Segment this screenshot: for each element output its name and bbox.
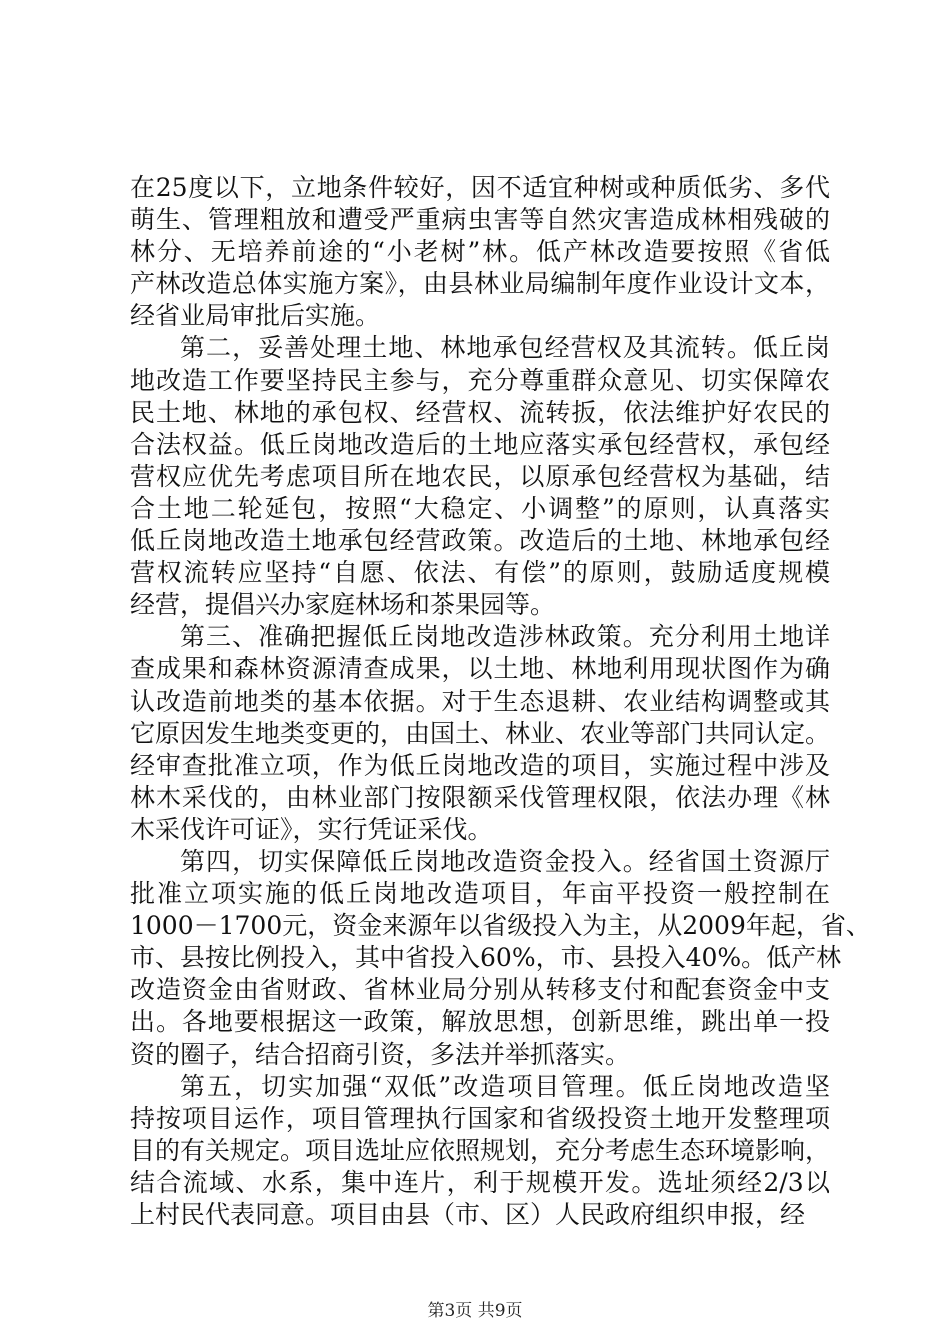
paragraph: [130, 172, 830, 332]
text-line: 批准立项实施的低丘岗地改造项目，年亩平投资一般控制在: [130, 879, 830, 909]
text-line: 市、县按比例投入，其中省投入60%，市、县投入40%。低产林: [130, 943, 842, 973]
text-line: 查成果和森林资源清查成果，以土地、林地利用现状图作为确: [130, 654, 830, 684]
text-line: 1000－1700元，资金来源年以省级投入为主，从2009年起，省、: [130, 911, 871, 941]
paragraph: [130, 1071, 830, 1231]
text-line: 经营，提倡兴办家庭林场和茶果园等。: [130, 590, 556, 620]
text-line: 改造资金由省财政、省林业局分别从转移支付和配套资金中支: [130, 975, 830, 1005]
text-line: 第五，切实加强“双低”改造项目管理。低丘岗地改造坚: [180, 1071, 830, 1101]
page-footer: 第3页 共9页: [427, 1301, 523, 1321]
text-line: 目的有关规定。项目选址应依照规划，充分考虑生态环境影响，: [130, 1135, 831, 1165]
text-line: 合法权益。低丘岗地改造后的土地应落实承包经营权，承包经: [130, 429, 830, 459]
document-body: [130, 172, 871, 1231]
text-line: 认改造前地类的基本依据。对于生态退耕、农业结构调整或其: [130, 686, 830, 716]
text-line: 林木采伐的，由林业部门按限额采伐管理权限，依法办理《林: [130, 782, 830, 812]
text-line: 经审查批准立项，作为低丘岗地改造的项目，实施过程中涉及: [130, 750, 830, 780]
text-line: 产林改造总体实施方案》，由县林业局编制年度作业设计文本，: [130, 269, 830, 299]
text-line: 第四，切实保障低丘岗地改造资金投入。经省国土资源厅: [180, 846, 830, 876]
text-line: 合土地二轮延包，按照“大稳定、小调整”的原则，认真落实: [130, 493, 830, 523]
paragraph: [130, 846, 871, 1071]
text-line: 上村民代表同意。项目由县（市、区）人民政府组织申报，经: [130, 1200, 806, 1229]
text-line: 木采伐许可证》，实行凭证采伐。: [130, 814, 493, 844]
text-line: 地改造工作要坚持民主参与，充分尊重群众意见、切实保障农: [130, 365, 830, 395]
text-line: 它原因发生地类变更的，由国土、林业、农业等部门共同认定。: [130, 718, 831, 748]
text-line: 萌生、管理粗放和遭受严重病虫害等自然灾害造成林相残破的: [130, 205, 830, 235]
text-line: 第二，妥善处理土地、林地承包经营权及其流转。低丘岗: [180, 333, 830, 363]
text-line: 结合流域、水系，集中连片，利于规模开发。选址须经2/3以: [130, 1167, 830, 1197]
text-line: 资的圈子，结合招商引资，多法并举抓落实。: [130, 1039, 631, 1069]
text-line: 低丘岗地改造土地承包经营政策。改造后的土地、林地承包经: [130, 526, 830, 556]
text-line: 持按项目运作，项目管理执行国家和省级投资土地开发整理项: [130, 1103, 830, 1133]
text-line: 出。各地要根据这一政策，解放思想，创新思维，跳出单一投: [130, 1007, 830, 1037]
text-line: 营权应优先考虑项目所在地农民，以原承包经营权为基础，结: [130, 461, 830, 491]
paragraph: [130, 332, 830, 621]
text-line: 在25度以下，立地条件较好，因不适宜种树或种质低劣、多代: [130, 173, 830, 202]
text-line: 林分、无培养前途的“小老树”林。低产林改造要按照《省低: [130, 237, 830, 267]
paragraph: [130, 621, 830, 846]
text-line: 经省业局审批后实施。: [130, 301, 381, 331]
text-line: 第三、准确把握低丘岗地改造涉林政策。充分利用土地详: [180, 622, 830, 652]
text-line: 营权流转应坚持“自愿、依法、有偿”的原则，鼓励适度规模: [130, 558, 830, 588]
text-line: 民土地、林地的承包权、经营权、流转扳，依法维护好农民的: [130, 397, 830, 427]
